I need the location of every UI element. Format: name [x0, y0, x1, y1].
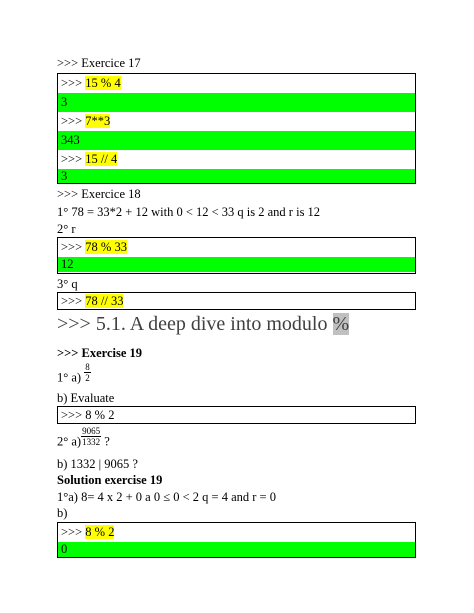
fraction-numerator: 9065: [82, 426, 101, 436]
fraction-8-over-2: [84, 362, 91, 383]
code-line: [58, 150, 415, 169]
exercise-19-q2: [57, 426, 110, 454]
code-input: 78 % 33: [85, 240, 127, 254]
exercise-19-title: >>> Exercise 19: [57, 346, 143, 360]
code-input: 8 % 2: [85, 525, 115, 539]
code-output: 12: [58, 257, 415, 272]
q2-suffix: ?: [101, 434, 110, 449]
prompt: >>>: [61, 525, 86, 539]
q2-prefix: 2° a): [57, 434, 82, 449]
section-heading: [57, 312, 349, 336]
exercise-19-q1: [57, 362, 91, 392]
exercise-19-q1-b: b) Evaluate: [57, 391, 115, 405]
code-line: [58, 523, 415, 542]
code-block-exercise-19: [57, 406, 416, 424]
code-line: [58, 407, 415, 423]
prompt: >>>: [61, 114, 86, 128]
modulo-symbol: %: [332, 313, 350, 335]
code-line: [58, 238, 415, 257]
code-input: 8 % 2: [85, 408, 115, 422]
prompt: >>>: [61, 240, 86, 254]
code-output: 3: [58, 93, 415, 112]
code-block-solution-19: [57, 522, 416, 558]
prompt: >>>: [61, 408, 86, 422]
code-line: [58, 74, 415, 93]
code-output: 0: [58, 542, 415, 557]
fraction-numerator: 8: [85, 362, 90, 372]
code-input: 15 % 4: [85, 76, 121, 90]
fraction-denominator: 1332: [82, 437, 101, 447]
q1-prefix: 1° a): [57, 370, 85, 385]
code-line: [58, 293, 415, 309]
exercise-18-title: >>> Exercice 18: [57, 187, 141, 201]
code-block-exercise-18-q: [57, 292, 416, 310]
solution-19-b: b): [57, 506, 68, 520]
solution-19-title: Solution exercise 19: [57, 473, 163, 487]
fraction-9065-over-1332: [81, 426, 101, 447]
exercise-18-line-2: 2° r: [57, 222, 76, 236]
exercise-18-line-1: 1° 78 = 33*2 + 12 with 0 < 12 < 33 q is 2 and r is 12: [57, 205, 321, 219]
code-line: [58, 112, 415, 131]
code-output: 3: [58, 169, 415, 183]
fraction-denominator: 2: [85, 373, 90, 383]
exercise-19-q2-b: b) 1332 | 9065 ?: [57, 457, 138, 471]
solution-19-line-1: 1°a) 8= 4 x 2 + 0 a 0 ≤ 0 < 2 q = 4 and r = 0: [57, 490, 276, 504]
code-block-exercise-18-r: [57, 237, 416, 274]
code-input: 78 // 33: [85, 294, 124, 308]
prompt: >>>: [61, 294, 86, 308]
exercise-17-title: >>> Exercice 17: [57, 56, 141, 70]
exercise-18-line-3: 3° q: [57, 277, 78, 291]
prompt: >>>: [61, 152, 86, 166]
code-output: 343: [58, 131, 415, 150]
code-input: 15 // 4: [85, 152, 118, 166]
code-block-exercise-17: [57, 73, 416, 184]
section-heading-text: >>> 5.1. A deep dive into modulo: [57, 313, 333, 335]
code-input: 7**3: [85, 114, 111, 128]
prompt: >>>: [61, 76, 86, 90]
